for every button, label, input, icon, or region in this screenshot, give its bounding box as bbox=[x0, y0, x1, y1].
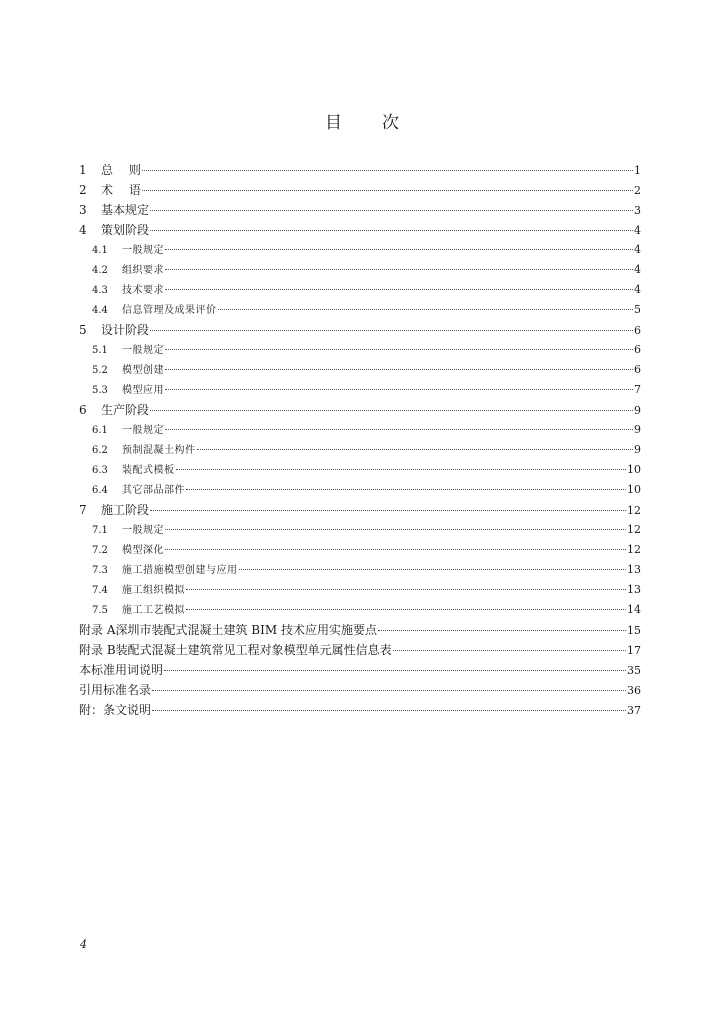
toc-entry-page: 35 bbox=[627, 664, 641, 677]
toc-entry-number: 附录 B bbox=[79, 643, 116, 657]
toc-entry[interactable] bbox=[79, 221, 641, 241]
toc-entry[interactable] bbox=[79, 681, 641, 701]
toc-entry-page: 12 bbox=[627, 543, 641, 556]
toc-entry-label: 总 则 bbox=[101, 163, 141, 177]
toc-dot-leader bbox=[150, 210, 633, 211]
toc-entry-number: 4.3 bbox=[92, 285, 108, 296]
toc-entry[interactable] bbox=[79, 181, 641, 201]
toc-dot-leader bbox=[142, 170, 633, 171]
toc-entry-number: 5.3 bbox=[92, 385, 108, 396]
toc-entry[interactable] bbox=[79, 321, 641, 341]
toc-entry[interactable] bbox=[79, 301, 641, 321]
toc-entry-number: 7.3 bbox=[92, 565, 108, 576]
toc-entry-page: 9 bbox=[634, 443, 641, 456]
toc-dot-leader bbox=[165, 349, 633, 350]
toc-entry-page: 12 bbox=[627, 523, 641, 536]
toc-entry-number: 4.2 bbox=[92, 265, 108, 276]
toc-dot-leader bbox=[239, 569, 627, 570]
toc-dot-leader bbox=[150, 510, 626, 511]
toc-entry[interactable] bbox=[79, 381, 641, 401]
toc-entry[interactable] bbox=[79, 201, 641, 221]
toc-entry-page: 9 bbox=[634, 423, 641, 436]
toc-entry-number: 7.4 bbox=[92, 585, 108, 596]
toc-entry-page: 15 bbox=[627, 624, 641, 637]
toc-entry-page: 4 bbox=[634, 263, 641, 276]
toc-entry-label: 本标准用词说明 bbox=[79, 663, 164, 677]
toc-entry-label: 策划阶段 bbox=[101, 223, 150, 237]
toc-entry-label: 施工组织模拟 bbox=[122, 585, 185, 596]
toc-entry-number: 7.5 bbox=[92, 605, 108, 616]
toc-entry-number: 4 bbox=[79, 223, 87, 237]
toc-entry-label: 引用标准名录 bbox=[79, 683, 152, 697]
toc-entry-page: 13 bbox=[627, 563, 641, 576]
toc-entry[interactable] bbox=[79, 581, 641, 601]
toc-entry-number: 4.4 bbox=[92, 305, 108, 316]
toc-dot-leader bbox=[393, 650, 626, 651]
toc-entry-number: 7.1 bbox=[92, 525, 108, 536]
toc-entry-page: 6 bbox=[634, 324, 641, 337]
toc-entry-page: 1 bbox=[634, 164, 641, 177]
toc-entry[interactable] bbox=[79, 401, 641, 421]
toc-entry[interactable] bbox=[79, 481, 641, 501]
toc-entry-label: 施工阶段 bbox=[101, 503, 150, 517]
page-title-left: 目 bbox=[325, 113, 342, 133]
toc-entry-page: 10 bbox=[627, 463, 641, 476]
toc-dot-leader bbox=[165, 249, 633, 250]
toc-entry-number: 5 bbox=[79, 323, 87, 337]
toc-entry-page: 17 bbox=[627, 644, 641, 657]
toc-entry[interactable] bbox=[79, 341, 641, 361]
toc-entry-number: 1 bbox=[79, 163, 87, 177]
toc-dot-leader bbox=[165, 429, 633, 430]
toc-entry-number: 3 bbox=[79, 203, 87, 217]
toc-dot-leader bbox=[164, 670, 626, 671]
toc-dot-leader bbox=[378, 630, 626, 631]
toc-entry-label: 组织要求 bbox=[122, 265, 164, 276]
toc-dot-leader bbox=[165, 289, 633, 290]
toc-dot-leader bbox=[165, 529, 626, 530]
toc-dot-leader bbox=[150, 410, 633, 411]
toc-entry-number: 6 bbox=[79, 403, 87, 417]
toc-entry-page: 3 bbox=[634, 204, 641, 217]
toc-dot-leader bbox=[218, 309, 634, 310]
toc-entry-page: 6 bbox=[634, 363, 641, 376]
toc-entry[interactable] bbox=[79, 261, 641, 281]
toc-dot-leader bbox=[186, 489, 626, 490]
toc-entry-label: 附：条文说明 bbox=[79, 703, 152, 717]
toc-entry-page: 6 bbox=[634, 343, 641, 356]
toc-entry-number: 6.4 bbox=[92, 485, 108, 496]
toc-entry-label: 模型创建 bbox=[122, 365, 164, 376]
toc-entry-label: 装配式混凝土建筑常见工程对象模型单元属性信息表 bbox=[115, 643, 392, 657]
footer-page-number: 4 bbox=[80, 938, 87, 951]
toc-entry-page: 12 bbox=[627, 504, 641, 517]
toc-entry-page: 13 bbox=[627, 583, 641, 596]
toc-entry-page: 4 bbox=[634, 243, 641, 256]
toc-dot-leader bbox=[152, 690, 626, 691]
toc-entry-number: 2 bbox=[79, 183, 87, 197]
toc-entry-number: 附录 A bbox=[79, 623, 116, 637]
toc-entry-label: 其它部品部件 bbox=[122, 485, 185, 496]
toc-dot-leader bbox=[197, 449, 634, 450]
toc-entry-page: 10 bbox=[627, 483, 641, 496]
toc-entry-number: 7 bbox=[79, 503, 87, 517]
toc-entry-number: 6.3 bbox=[92, 465, 108, 476]
toc-entry-page: 9 bbox=[634, 404, 641, 417]
toc-entry-page: 2 bbox=[634, 184, 641, 197]
toc-entry-number: 4.1 bbox=[92, 245, 108, 256]
toc-entry-label: 一般规定 bbox=[122, 245, 164, 256]
toc-entry-label: 信息管理及成果评价 bbox=[122, 305, 217, 316]
toc-entry[interactable] bbox=[79, 361, 641, 381]
toc-entry-label: 术 语 bbox=[101, 183, 141, 197]
toc-dot-leader bbox=[165, 369, 633, 370]
toc-entry-page: 36 bbox=[627, 684, 641, 697]
toc-dot-leader bbox=[176, 469, 627, 470]
toc-entry-label: 深圳市装配式混凝土建筑 BIM 技术应用实施要点 bbox=[115, 623, 377, 637]
toc-entry[interactable] bbox=[79, 161, 641, 181]
toc-entry-label: 一般规定 bbox=[122, 425, 164, 436]
toc-dot-leader bbox=[165, 389, 633, 390]
toc-entry[interactable] bbox=[79, 441, 641, 461]
toc-dot-leader bbox=[165, 549, 626, 550]
toc-entry[interactable] bbox=[79, 501, 641, 521]
toc-entry-label: 基本规定 bbox=[101, 203, 150, 217]
toc-entry-label: 施工工艺模拟 bbox=[122, 605, 185, 616]
toc-entry-page: 4 bbox=[634, 224, 641, 237]
toc-entry-page: 37 bbox=[627, 704, 641, 717]
toc-entry-number: 6.1 bbox=[92, 425, 108, 436]
toc-entry-label: 技术要求 bbox=[122, 285, 164, 296]
toc-entry[interactable] bbox=[79, 641, 641, 661]
toc-entry-number: 6.2 bbox=[92, 445, 108, 456]
toc-entry-label: 生产阶段 bbox=[101, 403, 150, 417]
toc-dot-leader bbox=[165, 269, 633, 270]
toc-entry-page: 4 bbox=[634, 283, 641, 296]
toc-entry-number: 7.2 bbox=[92, 545, 108, 556]
toc-entry-page: 14 bbox=[627, 603, 641, 616]
toc-entry-label: 模型应用 bbox=[122, 385, 164, 396]
toc-dot-leader bbox=[142, 190, 633, 191]
toc-entry[interactable] bbox=[79, 521, 641, 541]
toc-entry-label: 一般规定 bbox=[122, 345, 164, 356]
toc-entry-page: 7 bbox=[634, 383, 641, 396]
toc-entry[interactable] bbox=[79, 241, 641, 261]
toc-entry-label: 施工措施模型创建与应用 bbox=[122, 565, 238, 576]
toc-dot-leader bbox=[150, 330, 633, 331]
toc-entry-label: 预制混凝土构件 bbox=[122, 445, 196, 456]
toc-entry[interactable] bbox=[79, 541, 641, 561]
page-title bbox=[0, 108, 724, 133]
toc-entry[interactable] bbox=[79, 461, 641, 481]
toc-entry-page: 5 bbox=[634, 303, 641, 316]
toc-entry-label: 设计阶段 bbox=[101, 323, 150, 337]
toc-dot-leader bbox=[150, 230, 633, 231]
toc-entry-number: 5.2 bbox=[92, 365, 108, 376]
toc-dot-leader bbox=[152, 710, 626, 711]
toc-entry[interactable] bbox=[79, 701, 641, 721]
toc-entry[interactable] bbox=[79, 621, 641, 641]
toc-dot-leader bbox=[186, 589, 626, 590]
toc-entry[interactable] bbox=[79, 661, 641, 681]
table-of-contents bbox=[79, 161, 641, 721]
page-title-right: 次 bbox=[382, 113, 399, 133]
toc-entry[interactable] bbox=[79, 281, 641, 301]
toc-entry-label: 一般规定 bbox=[122, 525, 164, 536]
toc-entry-label: 装配式模板 bbox=[122, 465, 175, 476]
toc-entry-number: 5.1 bbox=[92, 345, 108, 356]
toc-entry[interactable] bbox=[79, 561, 641, 581]
toc-entry[interactable] bbox=[79, 601, 641, 621]
toc-entry[interactable] bbox=[79, 421, 641, 441]
toc-dot-leader bbox=[186, 609, 626, 610]
toc-entry-label: 模型深化 bbox=[122, 545, 164, 556]
